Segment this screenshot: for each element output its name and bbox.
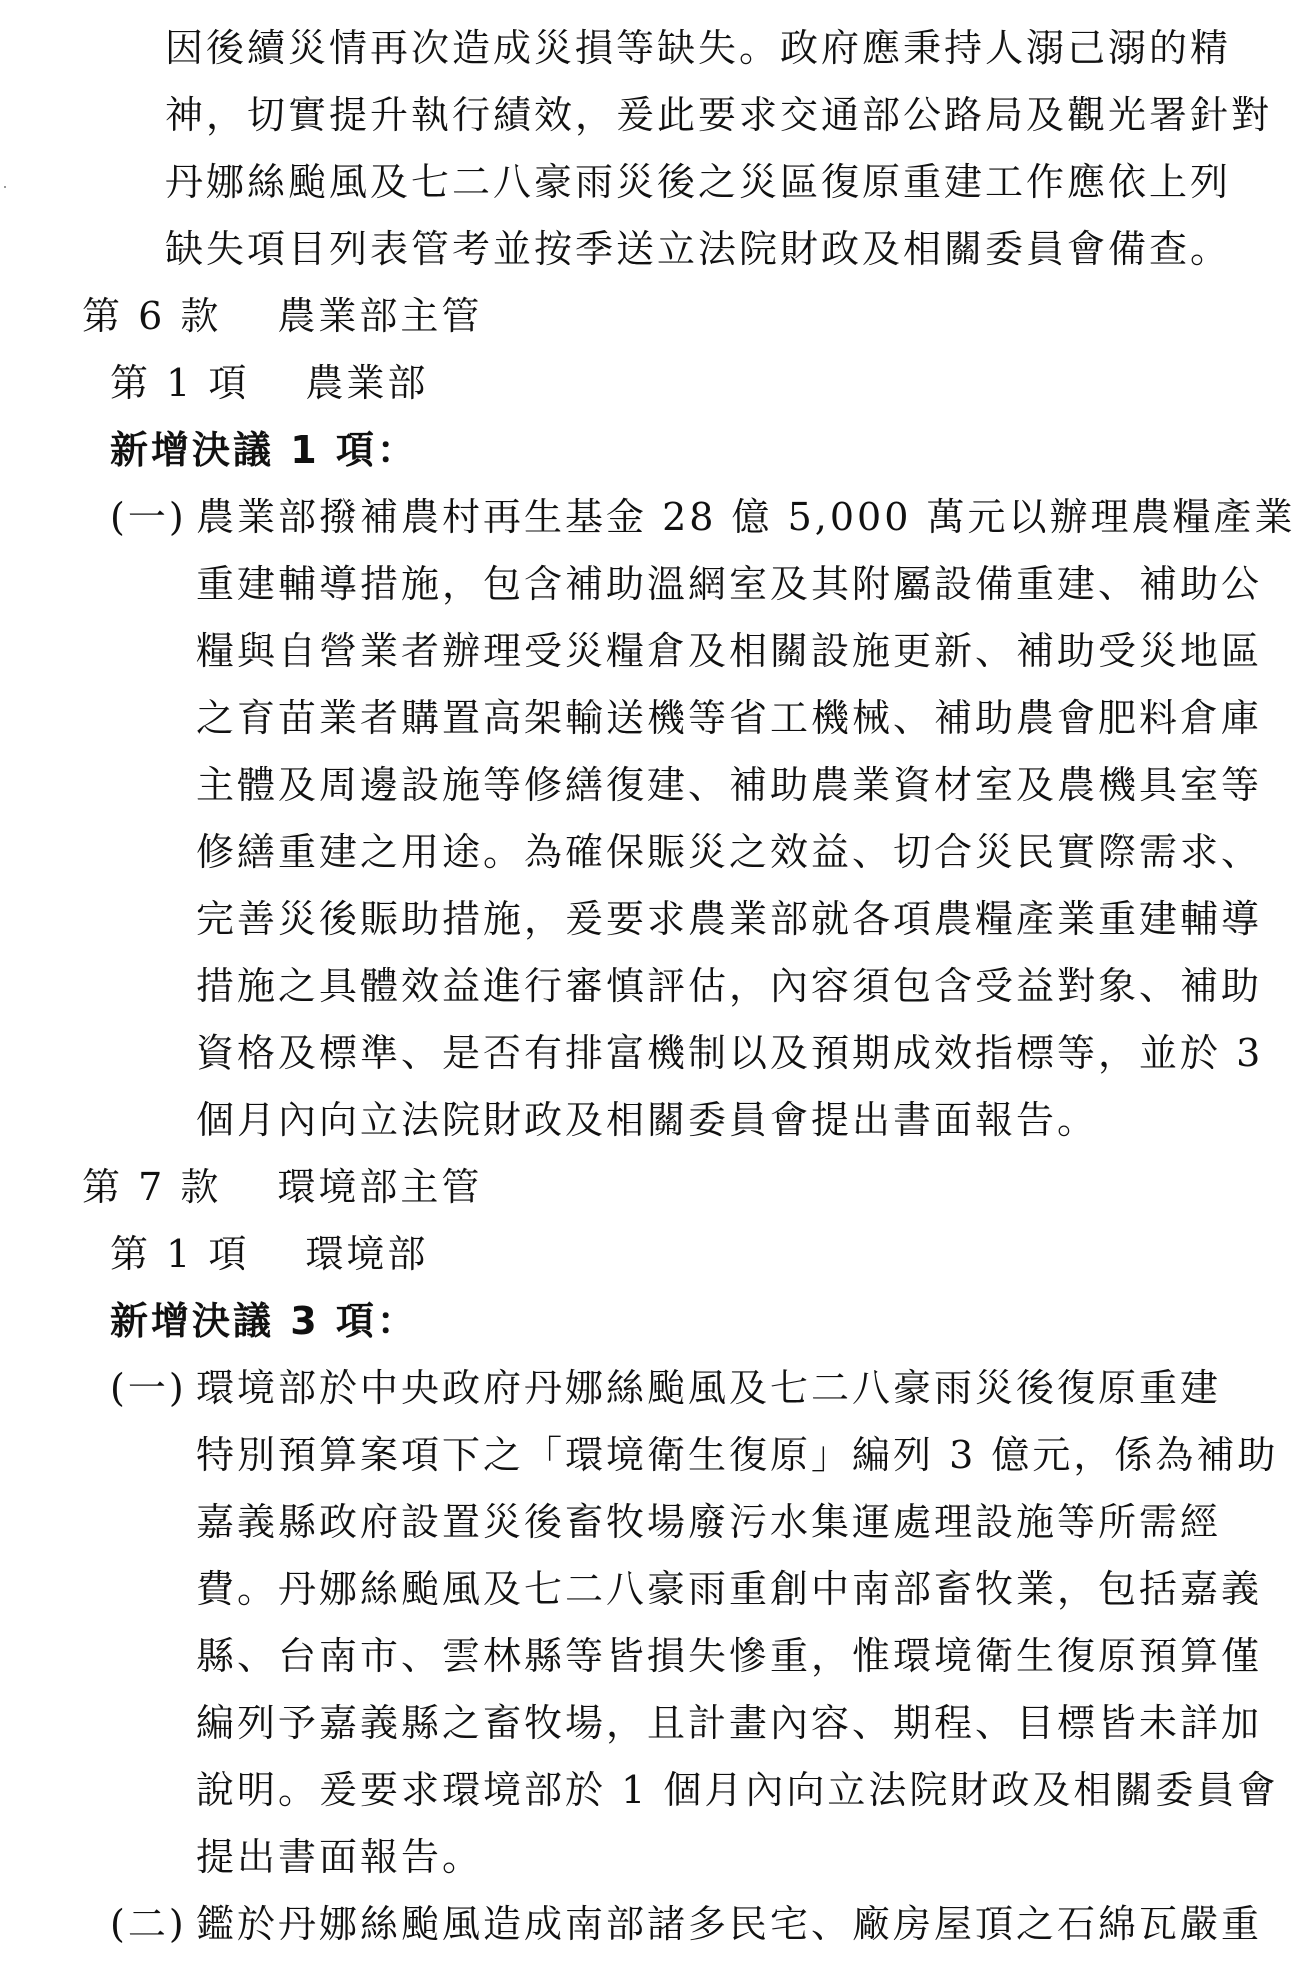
item-text-line: 說明。爰要求環境部於 1 個月內向立法院財政及相關委員會 [196, 1768, 1279, 1812]
section-7-subheading: 第 1 項 環境部 [110, 1232, 429, 1276]
intro-line: 神，切實提升執行績效，爰此要求交通部公路局及觀光署針對 [165, 93, 1273, 137]
item-text: 鑑於丹娜絲颱風造成南部諸多民宅、廠房屋頂之石綿瓦嚴重 [196, 1902, 1263, 1946]
item-text: 環境部於中央政府丹娜絲颱風及七二八豪雨災後復原重建 [196, 1366, 1222, 1410]
item-text-line: 嘉義縣政府設置災後畜牧場廢污水集運處理設施等所需經 [196, 1500, 1222, 1544]
item-number: (一) [110, 1366, 187, 1410]
item-text-line: 措施之具體效益進行審慎評估，內容須包含受益對象、補助 [196, 964, 1263, 1008]
item-text-line: 縣、台南市、雲林縣等皆損失慘重，惟環境衛生復原預算僅 [196, 1634, 1263, 1678]
item-number: (二) [110, 1902, 187, 1946]
item-text-line: 個月內向立法院財政及相關委員會提出書面報告。 [196, 1098, 1099, 1142]
section-6-item-1-first-line [110, 495, 1295, 539]
item-text-line: 編列予嘉義縣之畜牧場，且計畫內容、期程、目標皆未詳加 [196, 1701, 1263, 1745]
section-7-item-2-first-line [110, 1902, 1262, 1946]
item-number: (一) [110, 495, 187, 539]
item-text-line: 提出書面報告。 [196, 1835, 484, 1879]
item-text-line: 之育苗業者購置高架輸送機等省工機械、補助農會肥料倉庫 [196, 696, 1263, 740]
item-text: 農業部撥補農村再生基金 28 億 5,000 萬元以辦理農糧產業 [196, 495, 1296, 539]
intro-line: 缺失項目列表管考並按季送立法院財政及相關委員會備查。 [165, 227, 1232, 271]
item-text-line: 資格及標準、是否有排富機制以及預期成效指標等，並於 3 [196, 1031, 1264, 1075]
item-text-line: 完善災後賑助措施，爰要求農業部就各項農糧產業重建輔導 [196, 897, 1263, 941]
section-7-resolution-title: 新增決議 3 項： [110, 1299, 418, 1343]
item-text-line: 修繕重建之用途。為確保賑災之效益、切合災民實際需求、 [196, 830, 1263, 874]
item-text-line: 重建輔導措施，包含補助溫網室及其附屬設備重建、補助公 [196, 562, 1263, 606]
intro-line: 因後續災情再次造成災損等缺失。政府應秉持人溺己溺的精 [165, 26, 1232, 70]
section-7-heading: 第 7 款 環境部主管 [82, 1165, 483, 1209]
section-6-heading: 第 6 款 農業部主管 [82, 294, 483, 338]
section-6-subheading: 第 1 項 農業部 [110, 361, 429, 405]
item-text-line: 特別預算案項下之「環境衛生復原」編列 3 億元，係為補助 [196, 1433, 1279, 1477]
intro-line: 丹娜絲颱風及七二八豪雨災後之災區復原重建工作應依上列 [165, 160, 1232, 204]
section-6-resolution-title: 新增決議 1 項： [110, 428, 418, 472]
item-text-line: 費。丹娜絲颱風及七二八豪雨重創中南部畜牧業，包括嘉義 [196, 1567, 1263, 1611]
scan-speck [4, 186, 6, 188]
section-7-item-1-first-line [110, 1366, 1221, 1410]
item-text-line: 糧與自營業者辦理受災糧倉及相關設施更新、補助受災地區 [196, 629, 1263, 673]
item-text-line: 主體及周邊設施等修繕復建、補助農業資材室及農機具室等 [196, 763, 1263, 807]
